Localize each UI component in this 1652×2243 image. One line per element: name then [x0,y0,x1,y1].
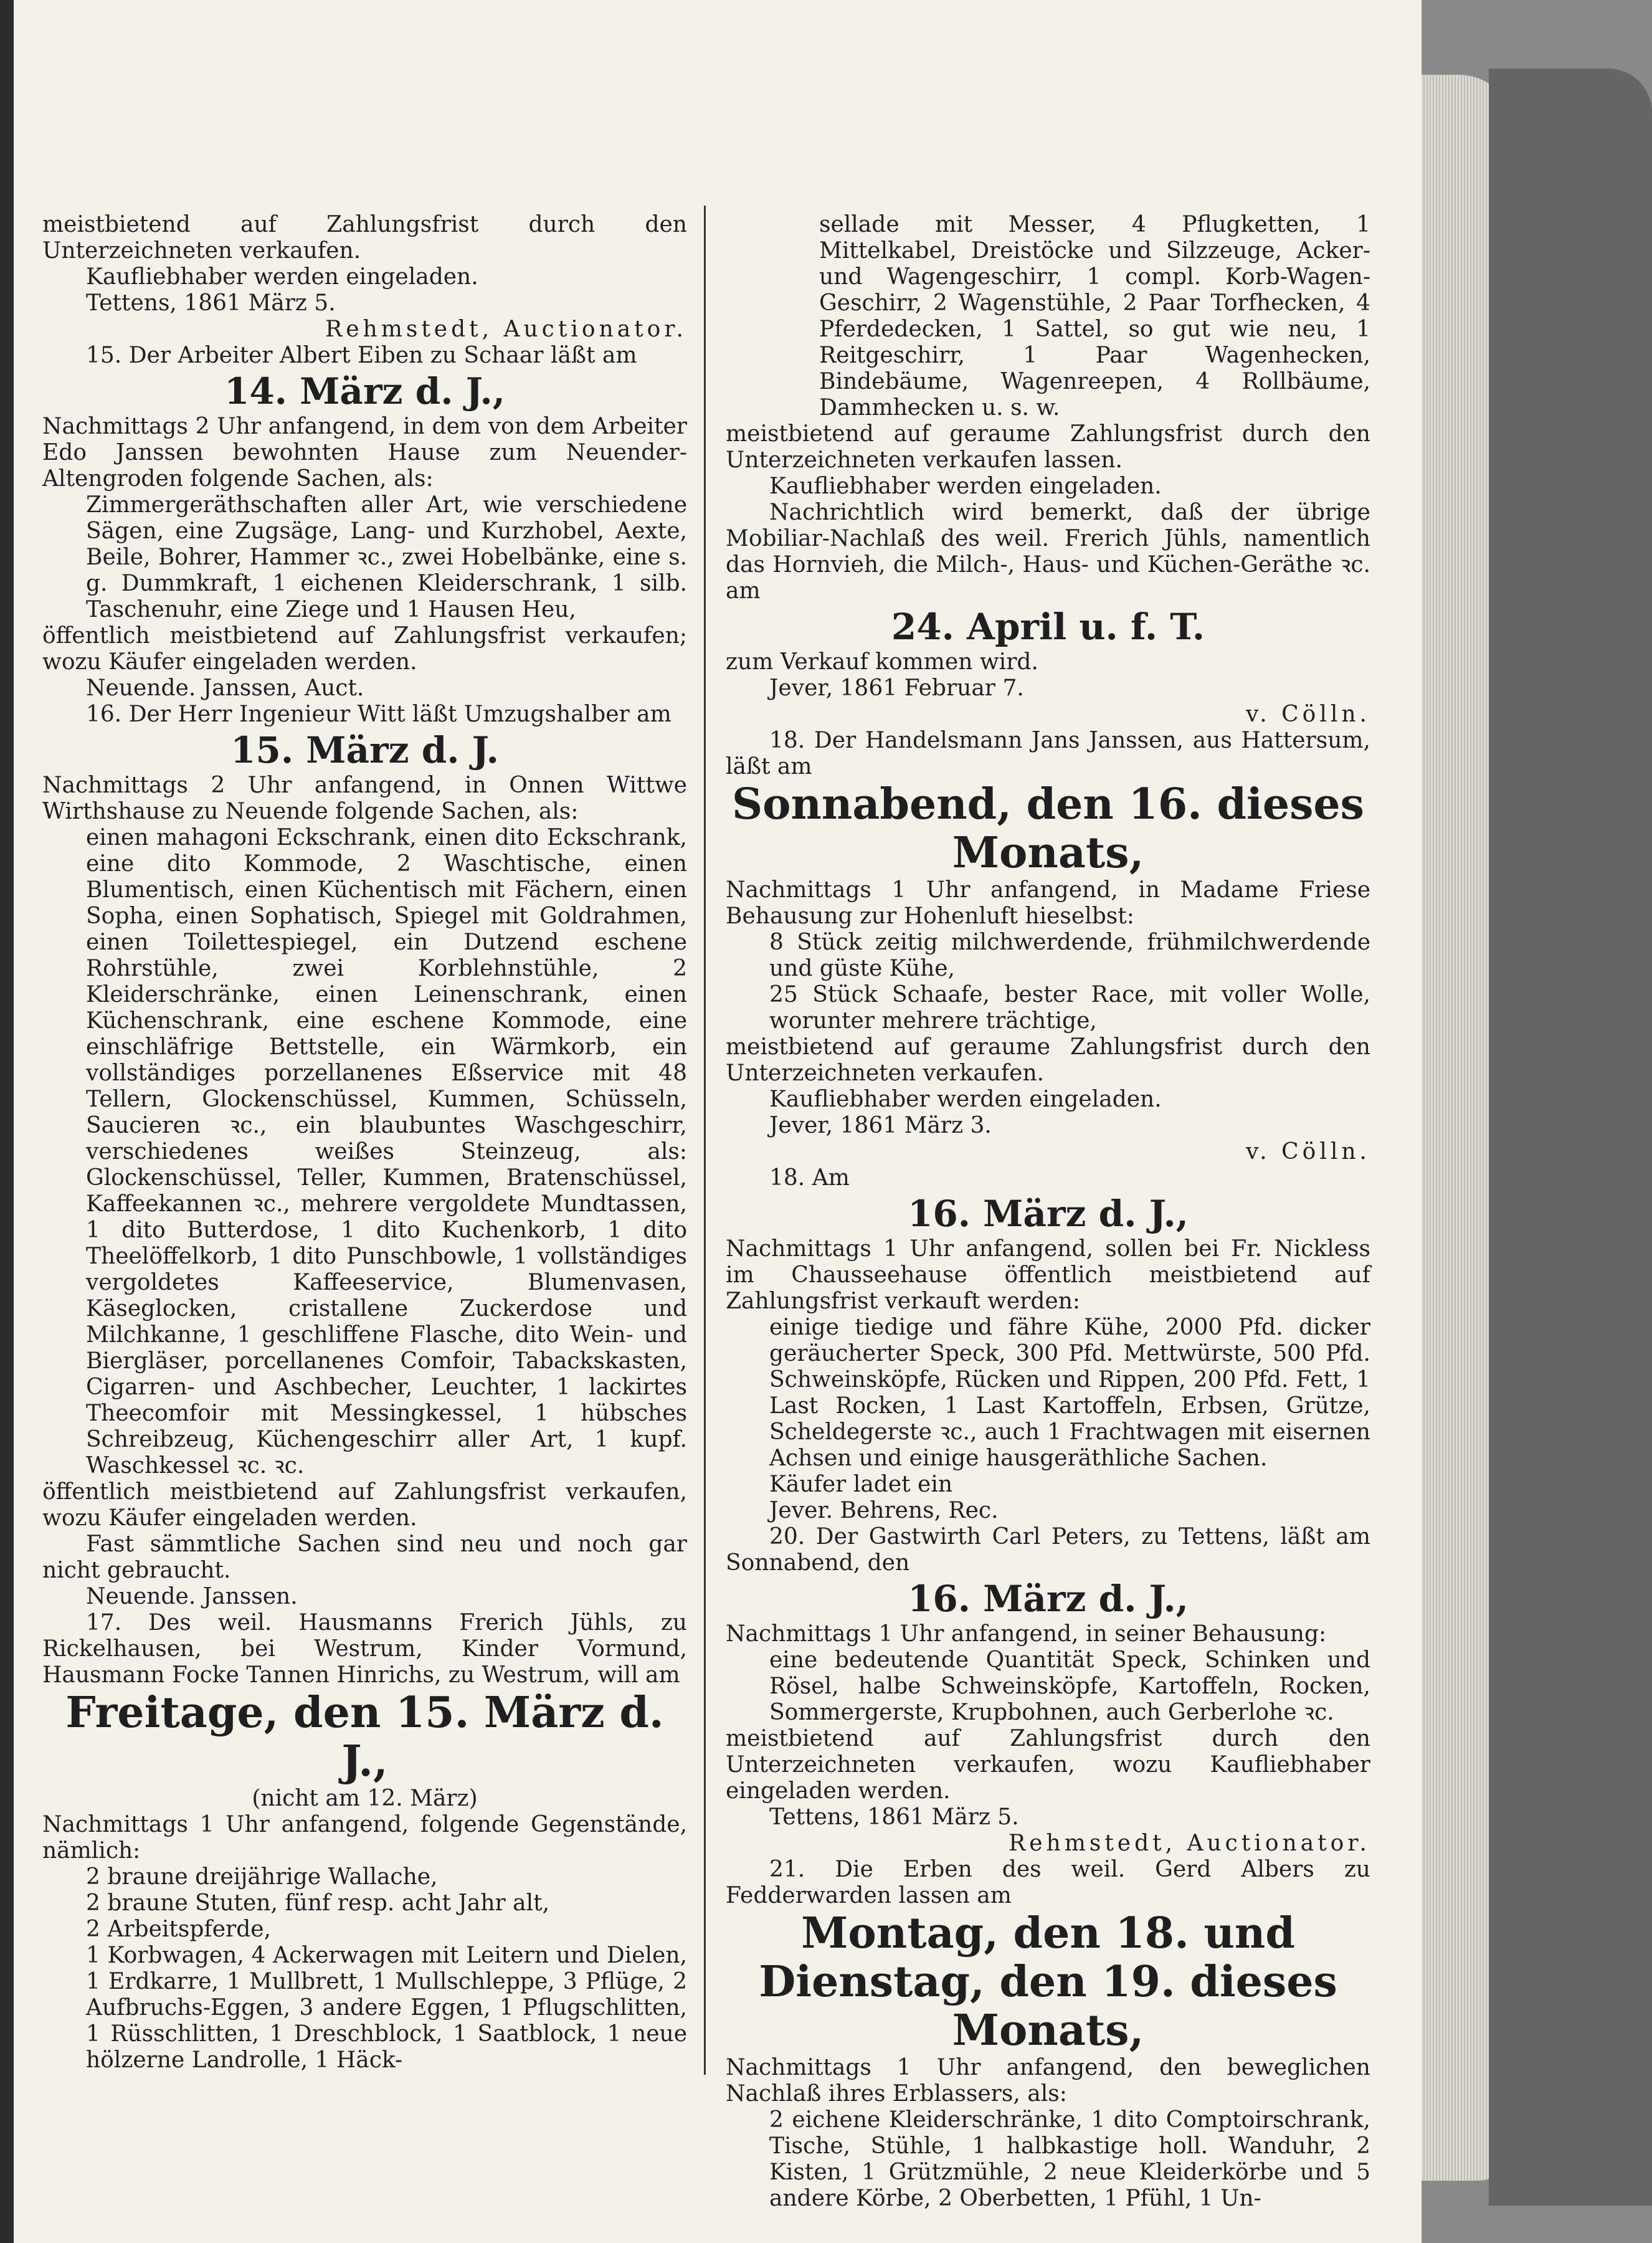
right-column-paragraph: Tettens, 1861 März 5. [769,1804,1019,1830]
left-column [42,212,687,2074]
left-column-paragraph: meistbietend auf Zahlungsfrist durch den Unterzeichneten verkaufen. [42,212,687,264]
left-column-paragraph: Zimmergeräthschaften aller Art, wie verschiedene Sägen, eine Zugsäge, Lang- und Kurzhobel, Aexte, Beile, Bohrer, Hammer ꝛc., zwei Hobelbänke, eine s. g. Dummkraft, 1 eichenen Kleiderschrank, 1 silb. Taschenuhr, eine Ziege und 1 Hausen Heu, [86,492,687,622]
right-column-paragraph: Nachmittags 1 Uhr anfangend, in Madame Friese Behausung zur Hohenluft hieselbst: [726,877,1370,929]
left-column-paragraph: Kaufliebhaber werden eingeladen. [86,264,478,290]
right-column-paragraph: einige tiedige und fähre Kühe, 2000 Pfd. dicker geräucherter Speck, 300 Pfd. Mettwürste, 500 Pfd. Schweinsköpfe, Rücken und Rippen, 200 Pfd. Fett, 1 Last Rocken, 1 Last Kartoffeln, Erbsen, Grütze, Scheldegerste ꝛc., auch 1 Frachtwagen mit eisernen Achsen und einige hausgeräthliche Sachen. [769,1315,1370,1471]
right-column-paragraph: v. Cölln. [1246,702,1370,727]
right-column-paragraph: 18. Der Handelsmann Jans Janssen, aus Hattersum, läßt am [726,728,1370,779]
right-column-paragraph: Sonnabend, den 16. dieses Monats, [732,779,1364,878]
right-column-paragraph: Käufer ladet ein [769,1472,953,1497]
right-column-paragraph: Kaufliebhaber werden eingeladen. [769,474,1162,499]
left-column-paragraph: 2 braune dreijährige Wallache, [86,1864,438,1890]
left-column-paragraph: 15. Der Arbeiter Albert Eiben zu Schaar läßt am [86,343,637,368]
left-column-paragraph: 15. März d. J. [230,729,499,771]
left-column-paragraph: (nicht am 12. März) [252,1786,478,1811]
right-column-paragraph: 18. Am [769,1165,850,1191]
left-column-paragraph: Tettens, 1861 März 5. [86,290,336,316]
right-column-paragraph: Rehmstedt, Auctionator. [1009,1831,1370,1856]
right-column-paragraph: eine bedeutende Quantität Speck, Schinken und Rösel, halbe Schweinsköpfe, Kartoffeln, Rocken, Sommergerste, Krupbohnen, auch Gerberlohe ꝛc. [769,1647,1370,1725]
right-column-paragraph: meistbietend auf geraume Zahlungsfrist durch den Unterzeichneten verkaufen lassen. [726,421,1370,473]
left-column-paragraph: 2 braune Stuten, fünf resp. acht Jahr alt, [86,1890,550,1916]
right-column-paragraph: Nachrichtlich wird bemerkt, daß der übrige Mobiliar-Nachlaß des weil. Frerich Jühls, namentlich das Hornvieh, die Milch-, Haus- und Küchen-Geräthe ꝛc. am [726,500,1370,604]
left-column-paragraph: Rehmstedt, Auctionator. [325,317,687,342]
right-column-paragraph: 24. April u. f. T. [891,606,1205,648]
right-column-paragraph: 16. März d. J., [908,1578,1189,1620]
right-column-paragraph: 25 Stück Schaafe, bester Race, mit voller Wolle, worunter mehrere trächtige, [769,982,1370,1034]
left-column-paragraph: Fast sämmtliche Sachen sind neu und noch gar nicht gebraucht. [42,1531,687,1583]
right-column-paragraph: Jever. Behrens, Rec. [769,1498,999,1523]
right-column-paragraph: Jever, 1861 Februar 7. [769,675,1024,701]
right-column-paragraph: meistbietend auf geraume Zahlungsfrist durch den Unterzeichneten verkaufen. [726,1034,1370,1086]
left-column-paragraph: öffentlich meistbietend auf Zahlungsfrist verkaufen; wozu Käufer eingeladen werden. [42,623,687,675]
right-column-paragraph: 20. Der Gastwirth Carl Peters, zu Tettens, läßt am Sonnabend, den [726,1524,1370,1576]
right-column [726,212,1370,2212]
right-column-paragraph: 8 Stück zeitig milchwerdende, frühmilchwerdende und güste Kühe, [769,930,1370,981]
left-column-paragraph: Neuende. Janssen, Auct. [86,675,364,701]
column-divider [704,206,706,2075]
right-column-paragraph: 2 eichene Kleiderschränke, 1 dito Comptoirschrank, Tische, Stühle, 1 halbkastige holl. Wanduhr, 2 Kisten, 1 Grützmühle, 2 neue Kleiderkörbe und 5 andere Körbe, 2 Oberbetten, 1 Pfühl, 1 Un- [769,2107,1370,2211]
left-column-paragraph: Nachmittags 2 Uhr anfangend, in Onnen Wittwe Wirthshause zu Neuende folgende Sachen, als: [42,773,687,824]
right-column-paragraph: 21. Die Erben des weil. Gerd Albers zu Fedderwarden lassen am [726,1857,1370,1908]
left-column-paragraph: 16. Der Herr Ingenieur Witt läßt Umzugshalber am [86,702,672,727]
right-column-paragraph: Montag, den 18. und Dienstag, den 19. dieses Monats, [759,1908,1337,2055]
right-column-paragraph: Nachmittags 1 Uhr anfangend, sollen bei Fr. Nickless im Chausseehause öffentlich meistbietend auf Zahlungsfrist verkauft werden: [726,1236,1370,1314]
left-column-paragraph: 14. März d. J., [224,370,505,412]
left-column-paragraph: 2 Arbeitspferde, [86,1917,272,1942]
left-column-paragraph: 1 Korbwagen, 4 Ackerwagen mit Leitern und Dielen, 1 Erdkarre, 1 Mullbrett, 1 Mullschleppe, 3 Pflüge, 2 Aufbruchs-Eggen, 3 andere Eggen, 1 Pflugschlitten, 1 Rüsschlitten, 1 Dreschblock, 1 Saatblock, 1 neue hölzerne Landrolle, 1 Häck- [86,1943,687,2073]
left-column-paragraph: Neuende. Janssen. [86,1584,298,1609]
right-column-paragraph: meistbietend auf Zahlungsfrist durch den Unterzeichneten verkaufen, wozu Kaufliebhaber eingeladen werden. [726,1726,1370,1804]
left-book-edge [0,0,14,2243]
right-column-paragraph: Nachmittags 1 Uhr anfangend, den beweglichen Nachlaß ihres Erblassers, als: [726,2055,1370,2107]
right-column-paragraph: Kaufliebhaber werden eingeladen. [769,1087,1162,1112]
left-column-paragraph: Nachmittags 2 Uhr anfangend, in dem von dem Arbeiter Edo Janssen bewohnten Hause zum Neuender-Altengroden folgende Sachen, als: [42,414,687,492]
left-column-paragraph: einen mahagoni Eckschrank, einen dito Eckschrank, eine dito Kommode, 2 Waschtische, einen Blumentisch, einen Küchentisch mit Fächern, einen Sopha, einen Sophatisch, Spiegel mit Goldrahmen, einen Toilettespiegel, ein Dutzend eschene Rohrstühle, zwei Korblehnstühle, 2 Kleiderschränke, einen Leinenschrank, einen Küchenschrank, eine eschene Kommode, eine einschläfrige Bettstelle, ein Wärmkorb, ein vollständiges porzellanenes Eßservice mit 48 Tellern, Glockenschüssel, Kummen, Schüsseln, Saucieren ꝛc., ein blaubuntes Waschgeschirr, verschiedenes weißes Steinzeug, als: Glockenschüssel, Teller, Kummen, Bratenschüssel, Kaffeekannen ꝛc., mehrere vergoldete Mundtassen, 1 dito Butterdose, 1 dito Kuchenkorb, 1 dito Theelöffelkorb, 1 dito Punschbowle, 1 vollständiges vergoldetes Kaffeeservice, Blumenvasen, Käseglocken, cristallene Zuckerdose und Milchkanne, 1 geschliffene Flasche, dito Wein- und Biergläser, porcellanenes Comfoir, Tabackskasten, Cigarren- und Aschbecher, Leuchter, 1 lackirtes Theecomfoir mit Messingkessel, 1 hübsches Schreibzeug, Küchengeschirr aller Art, 1 kupf. Waschkessel ꝛc. ꝛc. [86,825,687,1479]
right-column-paragraph: 16. März d. J., [908,1193,1189,1235]
left-column-paragraph: 17. Des weil. Hausmanns Frerich Jühls, zu Rickelhausen, bei Westrum, Kinder Vormund, Hausmann Focke Tannen Hinrichs, zu Westrum, will am [42,1610,687,1688]
book-cover [1489,69,1652,2206]
left-column-paragraph: Freitage, den 15. März d. J., [65,1688,664,1786]
left-column-paragraph: öffentlich meistbietend auf Zahlungsfrist verkaufen, wozu Käufer eingeladen werden. [42,1479,687,1531]
right-column-paragraph: sellade mit Messer, 4 Pflugketten, 1 Mittelkabel, Dreistöcke und Silzzeuge, Acker- und Wagengeschirr, 1 compl. Korb-Wagen-Geschirr, 2 Wagenstühle, 2 Paar Torfhecken, 4 Pferdedecken, 1 Sattel, so gut wie neu, 1 Reitgeschirr, 1 Paar Wagenhecken, Bindebäume, Wagenreepen, 4 Rollbäume, Dammhecken u. s. w. [819,212,1370,421]
right-column-paragraph: Nachmittags 1 Uhr anfangend, in seiner Behausung: [726,1621,1327,1647]
right-column-paragraph: v. Cölln. [1246,1139,1370,1164]
right-column-paragraph: Jever, 1861 März 3. [769,1113,992,1138]
right-column-paragraph: zum Verkauf kommen wird. [726,649,1038,675]
left-column-paragraph: Nachmittags 1 Uhr anfangend, folgende Gegenstände, nämlich: [42,1812,687,1864]
